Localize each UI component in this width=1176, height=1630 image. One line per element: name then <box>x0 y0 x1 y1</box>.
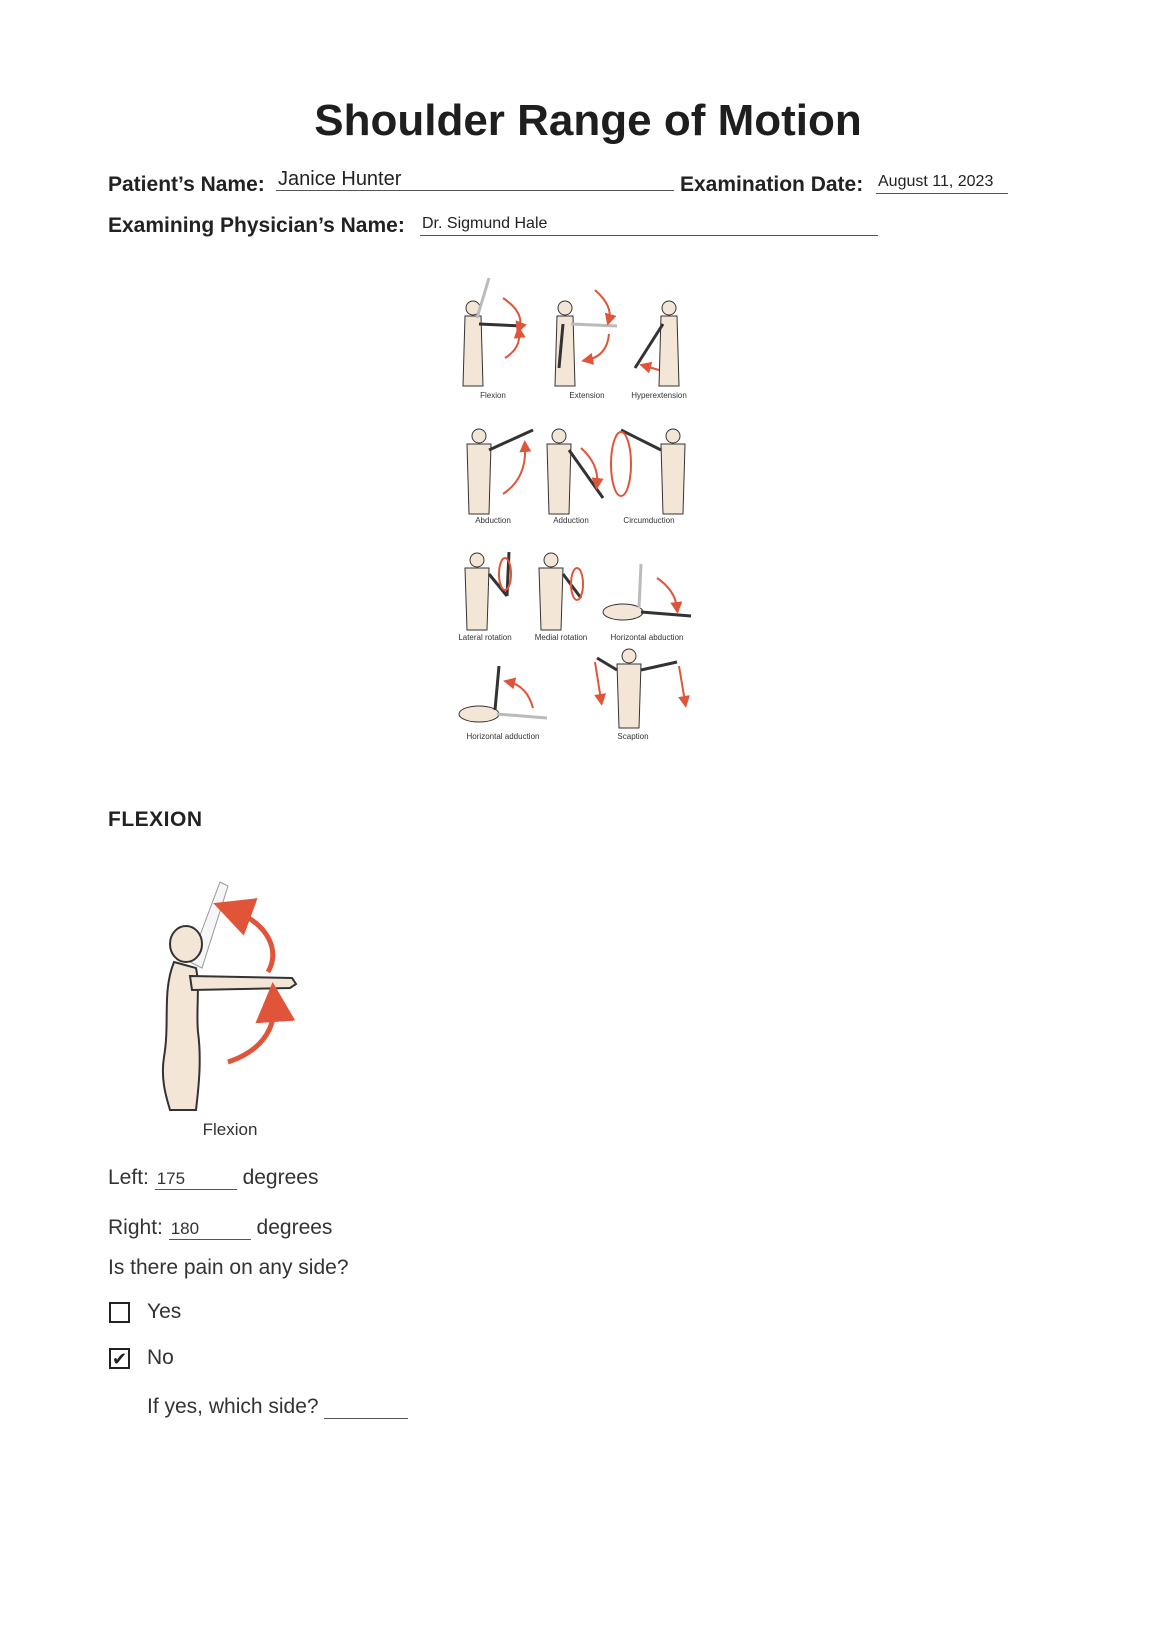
left-unit: degrees <box>242 1166 319 1189</box>
circumduction-thumb <box>611 429 685 514</box>
caption-medial-rotation: Medial rotation <box>534 633 588 642</box>
exam-date-field[interactable]: August 11, 2023 <box>876 171 1008 194</box>
lateral-rotation-thumb <box>465 552 511 630</box>
right-degrees-field[interactable]: 180 <box>169 1219 251 1240</box>
caption-horizontal-adduction: Horizontal adduction <box>466 732 540 741</box>
caption-lateral-rotation: Lateral rotation <box>458 633 512 642</box>
horizontal-abduction-thumb <box>603 564 691 620</box>
exam-date-label: Examination Date: <box>680 173 864 196</box>
caption-circumduction: Circumduction <box>623 516 675 525</box>
caption-flexion: Flexion <box>480 391 506 400</box>
which-side-field[interactable] <box>324 1418 408 1419</box>
shoulder-motions-figure <box>445 268 705 748</box>
left-row <box>108 1166 318 1190</box>
caption-extension: Extension <box>569 391 605 400</box>
flexion-figure-caption: Flexion <box>202 1120 258 1139</box>
extension-thumb <box>555 290 617 386</box>
medial-rotation-thumb <box>539 553 583 630</box>
horizontal-adduction-thumb <box>459 666 547 722</box>
no-label: No <box>147 1346 174 1369</box>
no-checkbox[interactable]: ✔ <box>109 1348 130 1369</box>
caption-horizontal-abduction: Horizontal abduction <box>610 633 684 642</box>
which-side-row <box>147 1395 408 1419</box>
scaption-thumb <box>595 649 685 728</box>
right-unit: degrees <box>256 1216 333 1239</box>
yes-label: Yes <box>147 1300 182 1323</box>
which-side-label: If yes, which side? <box>147 1395 319 1418</box>
physician-name-field[interactable]: Dr. Sigmund Hale <box>420 213 878 236</box>
physician-name-label: Examining Physician’s Name: <box>108 214 405 237</box>
caption-abduction: Abduction <box>475 516 511 525</box>
section-heading: FLEXION <box>108 808 203 831</box>
caption-scaption: Scaption <box>617 732 649 741</box>
left-label: Left: <box>108 1166 149 1189</box>
left-degrees-field[interactable]: 175 <box>155 1169 237 1190</box>
right-row <box>108 1216 332 1240</box>
pain-question: Is there pain on any side? <box>108 1256 349 1279</box>
patient-name-field[interactable]: Janice Hunter <box>276 168 674 191</box>
adduction-thumb <box>547 429 603 514</box>
patient-name-label: Patient’s Name: <box>108 173 265 196</box>
right-label: Right: <box>108 1216 163 1239</box>
flexion-figure <box>150 872 310 1147</box>
caption-hyperextension: Hyperextension <box>631 391 687 400</box>
hyperextension-thumb <box>635 301 679 386</box>
caption-adduction: Adduction <box>553 516 589 525</box>
flexion-thumb <box>463 278 523 386</box>
abduction-thumb <box>467 429 533 514</box>
page-title: Shoulder Range of Motion <box>314 96 862 145</box>
yes-checkbox[interactable] <box>109 1302 130 1323</box>
